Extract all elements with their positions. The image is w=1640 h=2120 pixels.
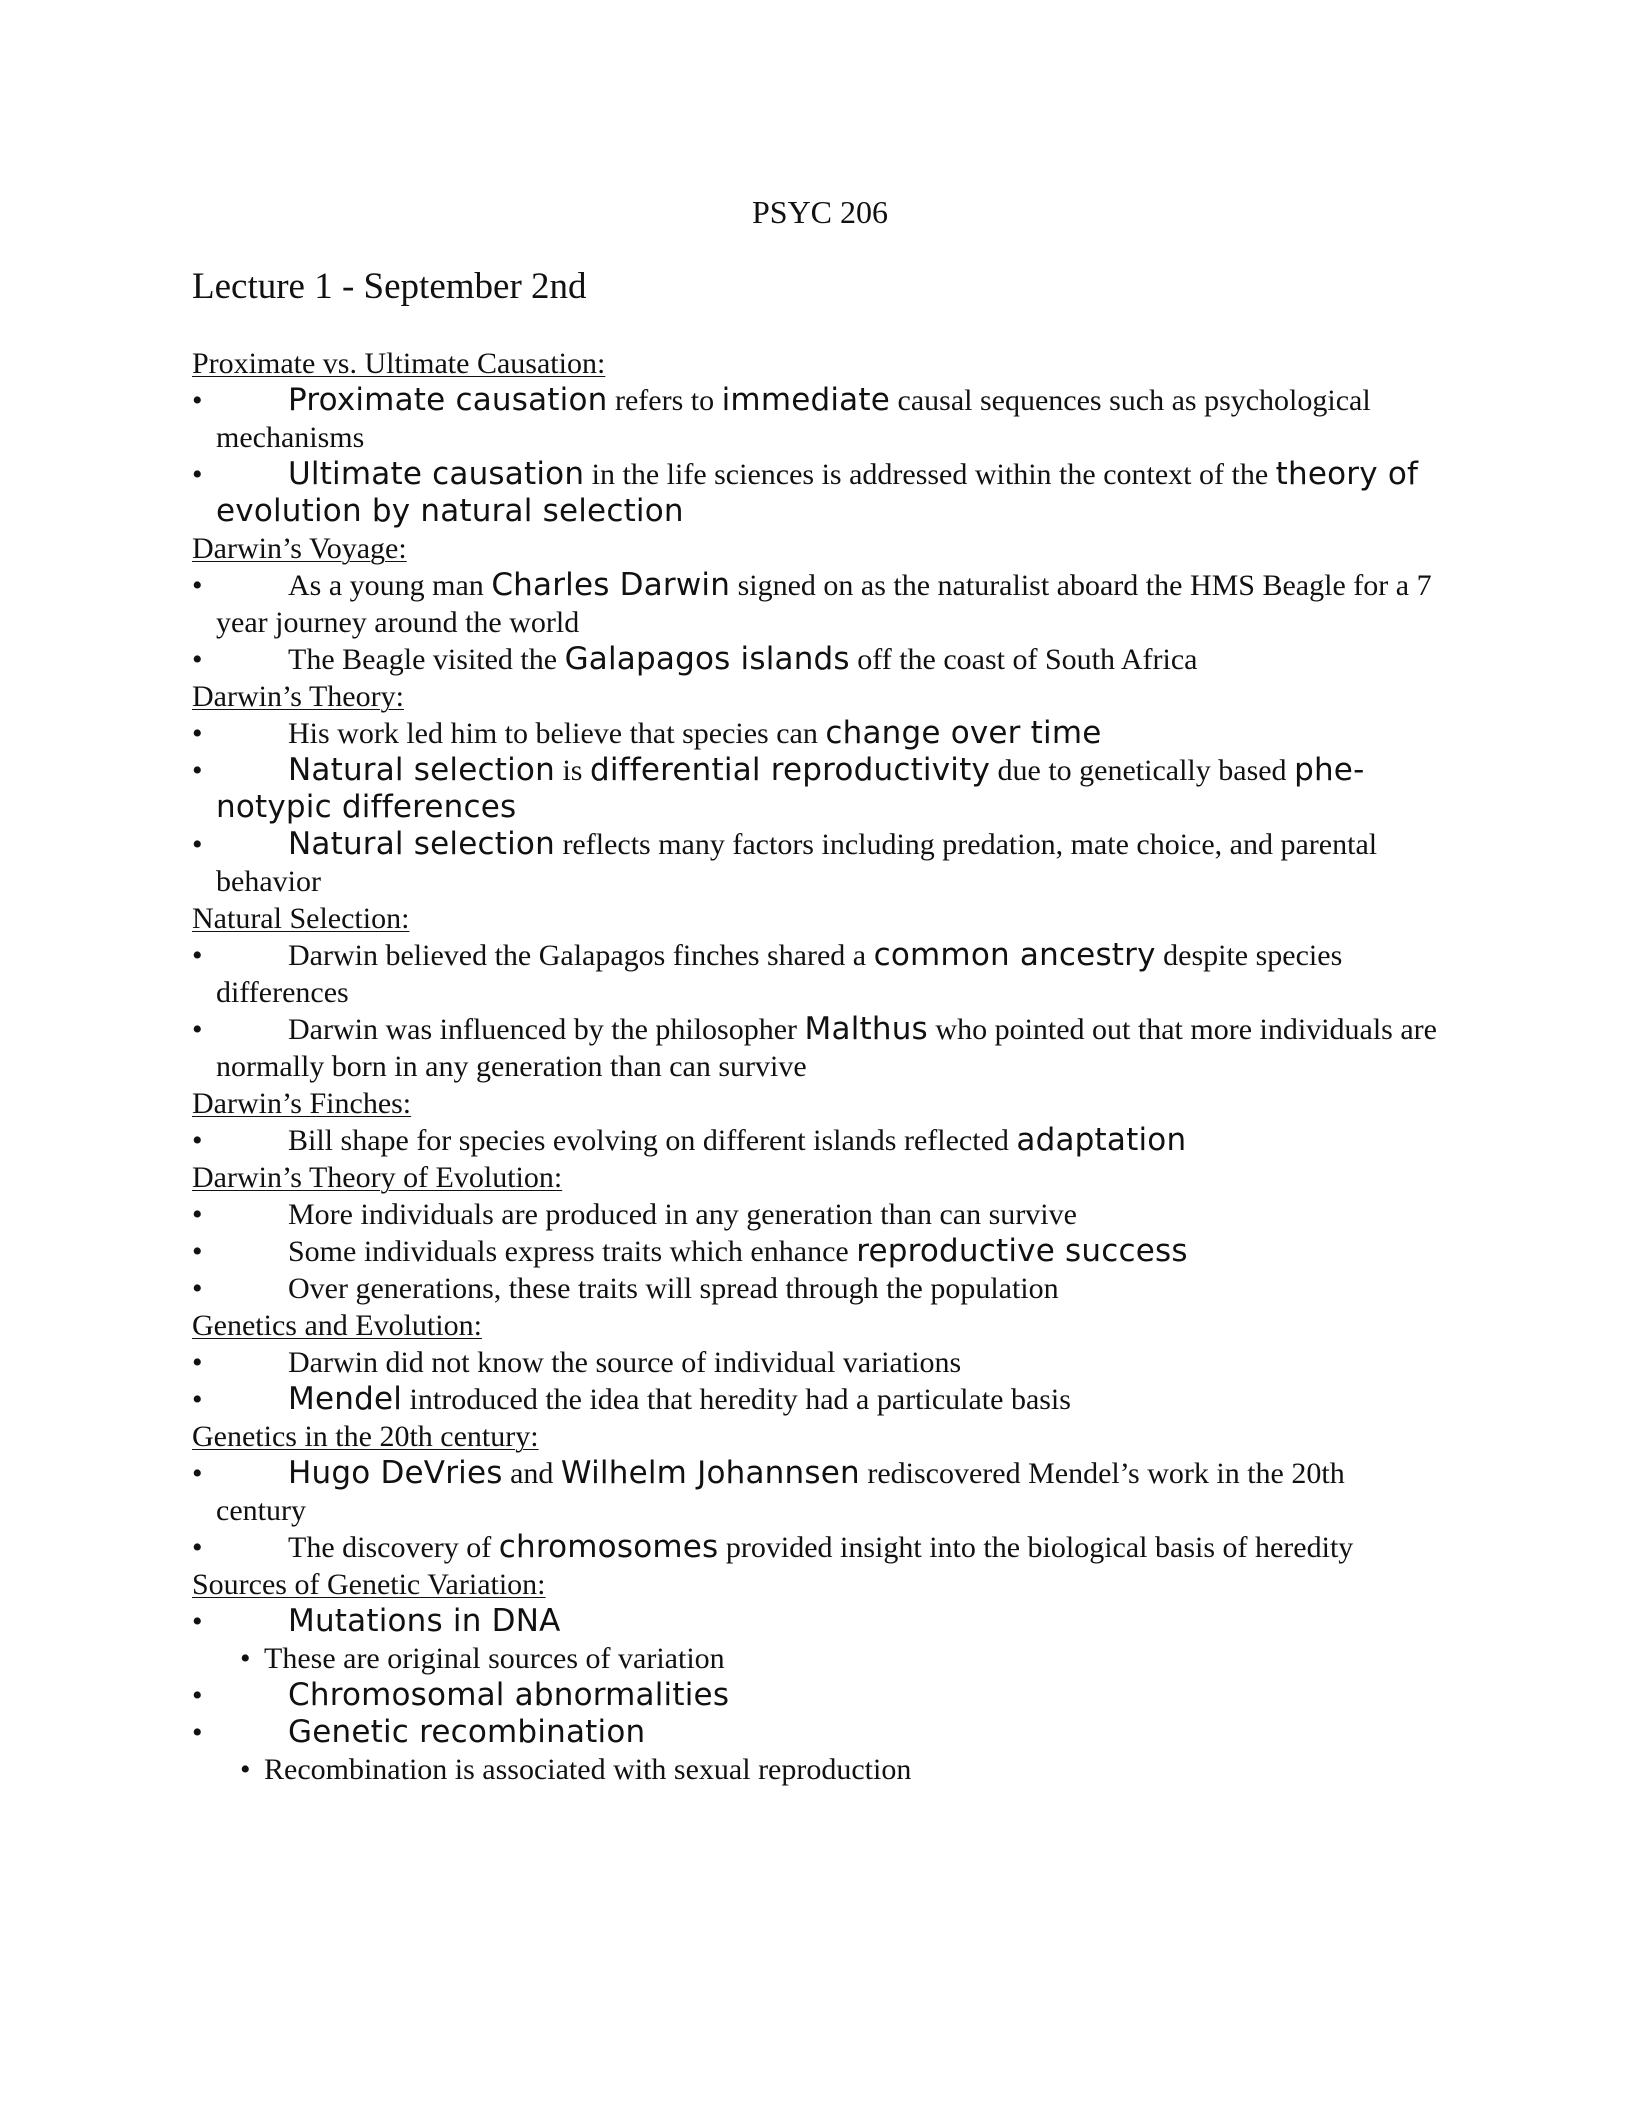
- bullet-item: [192, 1196, 1442, 1233]
- course-title: PSYC 206: [751, 194, 889, 230]
- item-text: rediscovered Mendel’s work in the 20th century: [216, 1457, 1345, 1527]
- item-text: and: [502, 1457, 561, 1490]
- bullet-icon: •: [192, 1013, 203, 1046]
- bullet-item: [192, 641, 1442, 678]
- bullet-icon: •: [192, 1235, 203, 1268]
- item-text: in the life sciences is addressed within the context of the: [584, 458, 1276, 491]
- bullet-item: [192, 1381, 1442, 1418]
- key-term: differential reproductivity: [589, 752, 990, 788]
- section-heading: Darwin’s Theory:: [192, 680, 404, 713]
- section-heading: Darwin’s Theory of Evolution:: [192, 1161, 563, 1194]
- item-text: The discovery of: [288, 1531, 499, 1564]
- key-term: Natural selection: [288, 826, 555, 862]
- bullet-icon: •: [192, 1124, 203, 1157]
- key-term: Galapagos islands: [564, 641, 850, 677]
- key-term: change over time: [825, 715, 1102, 751]
- item-text: reflects many factors including predation, mate choice, and parental behavior: [216, 828, 1378, 898]
- bullet-icon: •: [192, 754, 203, 787]
- key-term: Proximate causation: [288, 382, 608, 418]
- bullet-item: [192, 1344, 1442, 1381]
- key-term: Ultimate causation: [288, 456, 585, 492]
- bullet-icon: •: [192, 717, 203, 750]
- sub-item-text: Recombination is associated with sexual reproduction: [264, 1753, 912, 1786]
- bullet-icon: •: [192, 939, 203, 972]
- key-term: Natural selection: [288, 752, 555, 788]
- bullet-item: [192, 1529, 1442, 1566]
- bullet-item: [192, 826, 1442, 900]
- section-heading: Natural Selection:: [192, 902, 410, 935]
- bullet-icon: •: [192, 1605, 203, 1638]
- bullet-item: [192, 567, 1442, 641]
- bullet-icon: •: [192, 1457, 203, 1490]
- bullet-icon: •: [192, 1346, 203, 1379]
- item-text: introduced the idea that heredity had a particulate basis: [402, 1383, 1071, 1416]
- item-text: provided insight into the biological basis of heredity: [718, 1531, 1354, 1564]
- key-term: chromosomes: [498, 1529, 719, 1565]
- item-text: The Beagle visited the: [288, 643, 565, 676]
- section-heading: Sources of Genetic Variation:: [192, 1568, 546, 1601]
- item-text: due to genetically based: [990, 754, 1295, 787]
- sub-item-text: These are original sources of variation: [264, 1642, 725, 1675]
- sub-bullet-item: [192, 1640, 1442, 1677]
- bullet-icon: •: [192, 1716, 203, 1749]
- item-text: refers to: [607, 384, 722, 417]
- bullet-icon: •: [192, 1383, 203, 1416]
- key-term: Mendel: [288, 1381, 403, 1417]
- key-term: Genetic recombination: [288, 1714, 646, 1750]
- bullet-icon: •: [192, 458, 203, 491]
- item-text: despite species differences: [216, 939, 1343, 1009]
- item-text: is: [554, 754, 590, 787]
- bullet-item: [192, 456, 1442, 530]
- item-text: signed on as the naturalist aboard the HMS Beagle for a 7 year journey around the world: [216, 569, 1432, 639]
- section-heading: Genetics in the 20th century:: [192, 1420, 539, 1453]
- bullet-icon: •: [192, 569, 203, 602]
- section-heading: Darwin’s Voyage:: [192, 532, 407, 565]
- key-term: immediate: [721, 382, 891, 418]
- key-term: theory of evolution by natural selection: [216, 456, 1419, 529]
- bullet-icon: •: [240, 1753, 251, 1786]
- item-text: who pointed out that more individuals are normally born in any generation than can survive: [216, 1013, 1437, 1083]
- item-text: As a young man: [288, 569, 492, 602]
- item-text: His work led him to believe that species can: [288, 717, 826, 750]
- key-term: Chromosomal abnormalities: [288, 1677, 730, 1713]
- bullet-item: [192, 382, 1442, 456]
- key-term: Wilhelm Johannsen: [560, 1455, 860, 1491]
- lecture-title: Lecture 1 - September 2nd: [192, 266, 587, 307]
- item-text: Bill shape for species evolving on different islands reflected: [288, 1124, 1017, 1157]
- section-heading: Proximate vs. Ultimate Causation:: [192, 347, 606, 380]
- bullet-icon: •: [192, 1531, 203, 1564]
- key-term: Hugo DeVries: [288, 1455, 503, 1491]
- bullet-icon: •: [192, 1272, 203, 1305]
- key-term: reproductive success: [856, 1233, 1188, 1269]
- bullet-item: [192, 752, 1442, 826]
- bullet-icon: •: [192, 1679, 203, 1712]
- bullet-icon: •: [240, 1642, 251, 1675]
- lecture-notes: [192, 345, 1442, 1788]
- item-text: Over generations, these traits will spread through the population: [288, 1272, 1059, 1305]
- key-term: Charles Darwin: [491, 567, 731, 603]
- bullet-icon: •: [192, 384, 203, 417]
- bullet-item: [192, 1455, 1442, 1529]
- item-text: off the coast of South Africa: [849, 643, 1198, 676]
- bullet-item: [192, 1270, 1442, 1307]
- key-term: phenotypic differences: [216, 752, 1365, 825]
- bullet-item: [192, 1677, 1442, 1714]
- item-text: Darwin believed the Galapagos finches shared a: [288, 939, 874, 972]
- key-term: common ancestry: [873, 937, 1156, 973]
- bullet-item: [192, 1603, 1442, 1640]
- section-heading: Darwin’s Finches:: [192, 1087, 412, 1120]
- key-term: adaptation: [1016, 1122, 1187, 1158]
- bullet-icon: •: [192, 1198, 203, 1231]
- key-term: Mutations in DNA: [288, 1603, 561, 1639]
- section-heading: Genetics and Evolution:: [192, 1309, 482, 1342]
- bullet-icon: •: [192, 828, 203, 861]
- bullet-item: [192, 937, 1442, 1011]
- bullet-item: [192, 1233, 1442, 1270]
- item-text: Darwin was influenced by the philosopher: [288, 1013, 805, 1046]
- key-term: Malthus: [804, 1011, 928, 1047]
- item-text: More individuals are produced in any generation than can survive: [288, 1198, 1077, 1231]
- bullet-icon: •: [192, 643, 203, 676]
- item-text: causal sequences such as psychological mechanisms: [216, 384, 1371, 454]
- bullet-item: [192, 1011, 1442, 1085]
- sub-bullet-item: [192, 1751, 1442, 1788]
- item-text: Some individuals express traits which enhance: [288, 1235, 857, 1268]
- bullet-item: [192, 1122, 1442, 1159]
- item-text: Darwin did not know the source of individual variations: [288, 1346, 962, 1379]
- bullet-item: [192, 1714, 1442, 1751]
- bullet-item: [192, 715, 1442, 752]
